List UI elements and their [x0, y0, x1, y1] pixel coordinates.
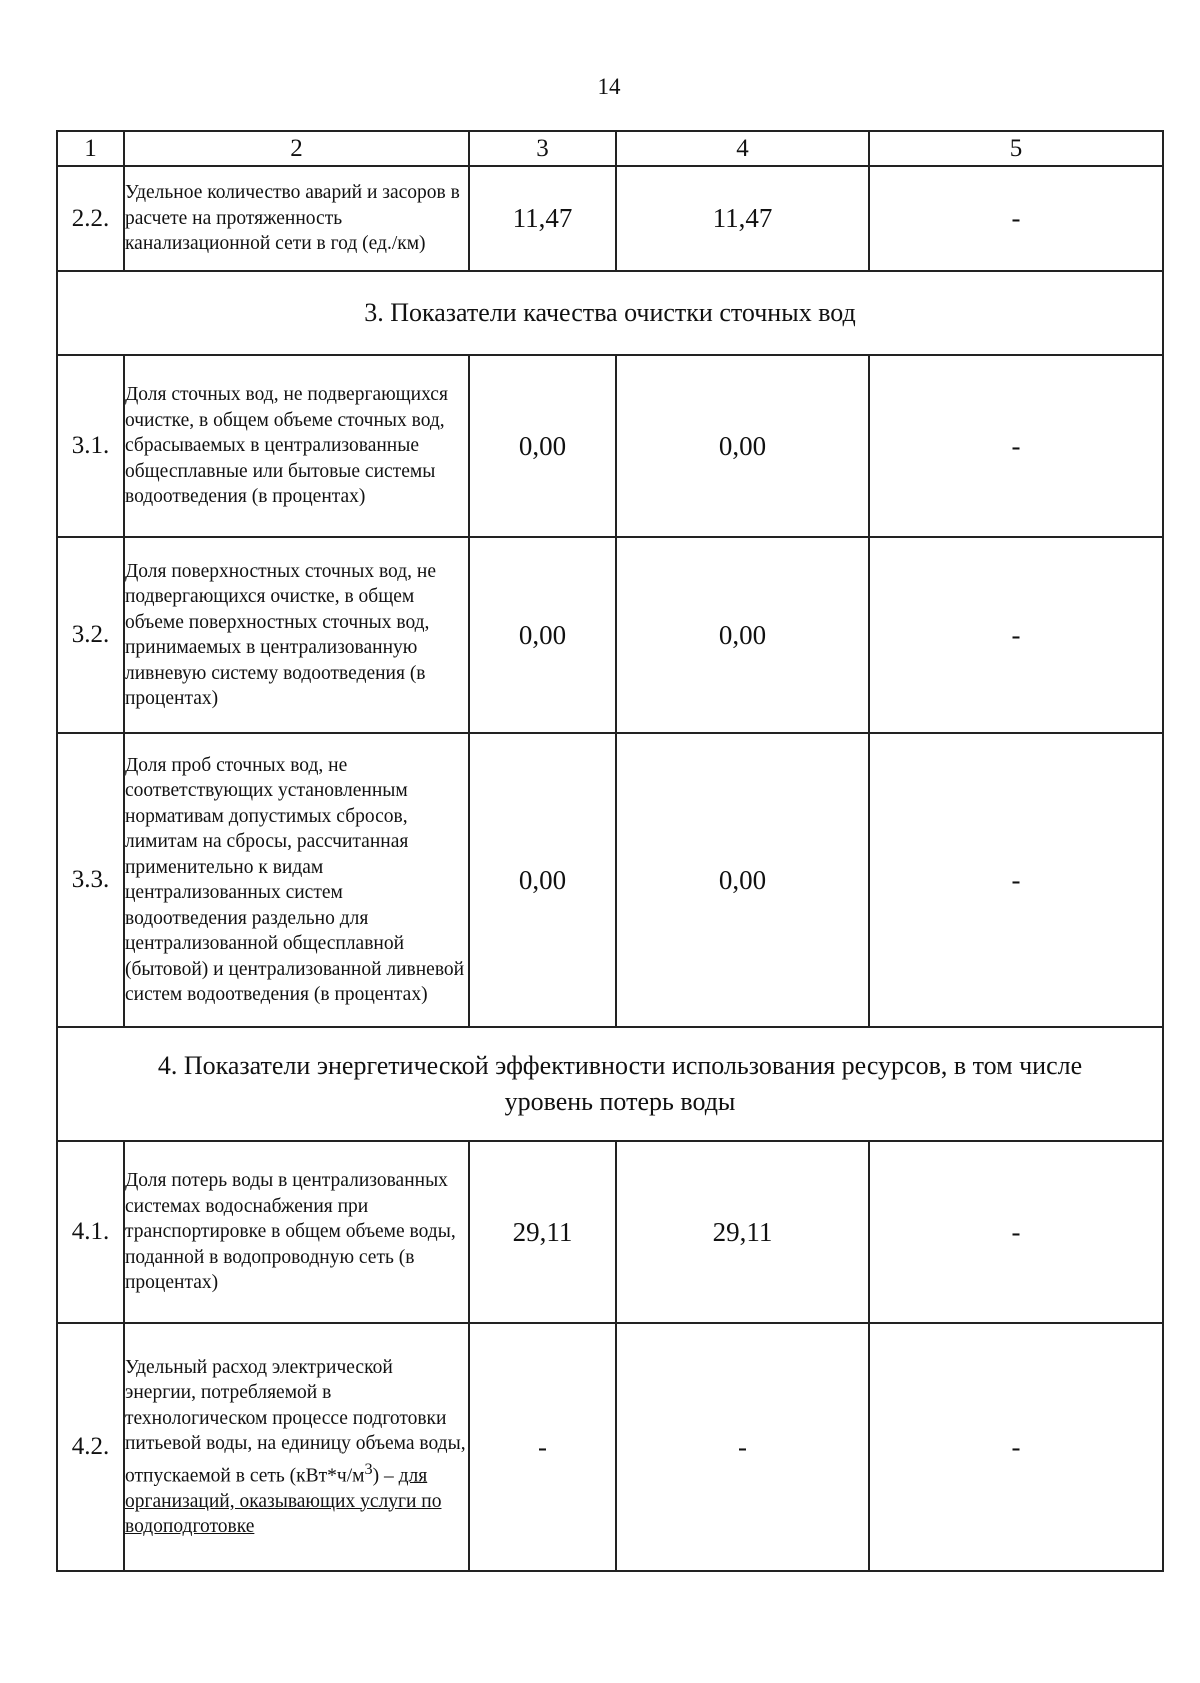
- value-col-3: 0,00: [469, 355, 616, 537]
- header-col-1: 1: [57, 131, 124, 166]
- row-description-dash: ) –: [372, 1465, 399, 1486]
- value-col-5: -: [869, 1323, 1163, 1571]
- table-row: [57, 1323, 1163, 1571]
- row-number: 4.2.: [57, 1323, 124, 1571]
- value-col-3: -: [469, 1323, 616, 1571]
- value-col-4: 0,00: [616, 537, 869, 733]
- section-title-4: 4. Показатели энергетической эффективности использования ресурсов, в том числе уровень потерь воды: [57, 1027, 1163, 1141]
- value-col-5: -: [869, 1141, 1163, 1323]
- row-number: 3.3.: [57, 733, 124, 1027]
- section-row: [57, 1027, 1163, 1141]
- value-col-4: 11,47: [616, 166, 869, 271]
- row-description: [124, 1323, 469, 1571]
- value-col-3: 0,00: [469, 733, 616, 1027]
- value-col-5: -: [869, 537, 1163, 733]
- table-row: [57, 355, 1163, 537]
- row-number: 3.2.: [57, 537, 124, 733]
- header-col-5: 5: [869, 131, 1163, 166]
- indicators-table: [56, 130, 1164, 1572]
- table-row: [57, 733, 1163, 1027]
- row-description-underlined: для организаций, оказывающих услуги по водоподготовке: [125, 1465, 442, 1537]
- value-col-4: -: [616, 1323, 869, 1571]
- value-col-5: -: [869, 166, 1163, 271]
- row-description: Удельное количество аварий и засоров в расчете на протяженность канализационной сети в год (ед./км): [124, 166, 469, 271]
- value-col-4: 29,11: [616, 1141, 869, 1323]
- header-col-3: 3: [469, 131, 616, 166]
- value-col-3: 11,47: [469, 166, 616, 271]
- row-description-main: Удельный расход электрической энергии, потребляемой в технологическом процессе подготовки питьевой воды, на единицу объема воды, отпускаемой в сеть (кВт*ч/м: [125, 1356, 466, 1486]
- row-number: 4.1.: [57, 1141, 124, 1323]
- row-description: Доля сточных вод, не подвергающихся очистке, в общем объеме сточных вод, сбрасываемых в централизованные общесплавные или бытовые системы водоотведения (в процентах): [124, 355, 469, 537]
- table-row: [57, 537, 1163, 733]
- table-row: [57, 166, 1163, 271]
- value-col-3: 29,11: [469, 1141, 616, 1323]
- value-col-5: -: [869, 733, 1163, 1027]
- row-number: 3.1.: [57, 355, 124, 537]
- row-description: Доля потерь воды в централизованных системах водоснабжения при транспортировке в общем объеме воды, поданной в водопроводную сеть (в процентах): [124, 1141, 469, 1323]
- section-title-3: 3. Показатели качества очистки сточных вод: [57, 271, 1163, 355]
- unit-superscript: 3: [364, 1459, 373, 1478]
- page-number: 14: [597, 74, 621, 99]
- value-col-5: -: [869, 355, 1163, 537]
- value-col-3: 0,00: [469, 537, 616, 733]
- row-number: 2.2.: [57, 166, 124, 271]
- header-col-4: 4: [616, 131, 869, 166]
- row-description: Доля поверхностных сточных вод, не подвергающихся очистке, в общем объеме поверхностных сточных вод, принимаемых в централизованную ливневую систему водоотведения (в процентах): [124, 537, 469, 733]
- section-row: [57, 271, 1163, 355]
- value-col-4: 0,00: [616, 733, 869, 1027]
- header-col-2: 2: [124, 131, 469, 166]
- table-row: [57, 1141, 1163, 1323]
- table-header-row: [57, 131, 1163, 166]
- value-col-4: 0,00: [616, 355, 869, 537]
- row-description: Доля проб сточных вод, не соответствующих установленным нормативам допустимых сбросов, лимитам на сбросы, рассчитанная применительно к видам централизованных систем водоотведения раздельно для централизованной общесплавной (бытовой) и централизованной ливневой систем водоотведения (в процентах): [124, 733, 469, 1027]
